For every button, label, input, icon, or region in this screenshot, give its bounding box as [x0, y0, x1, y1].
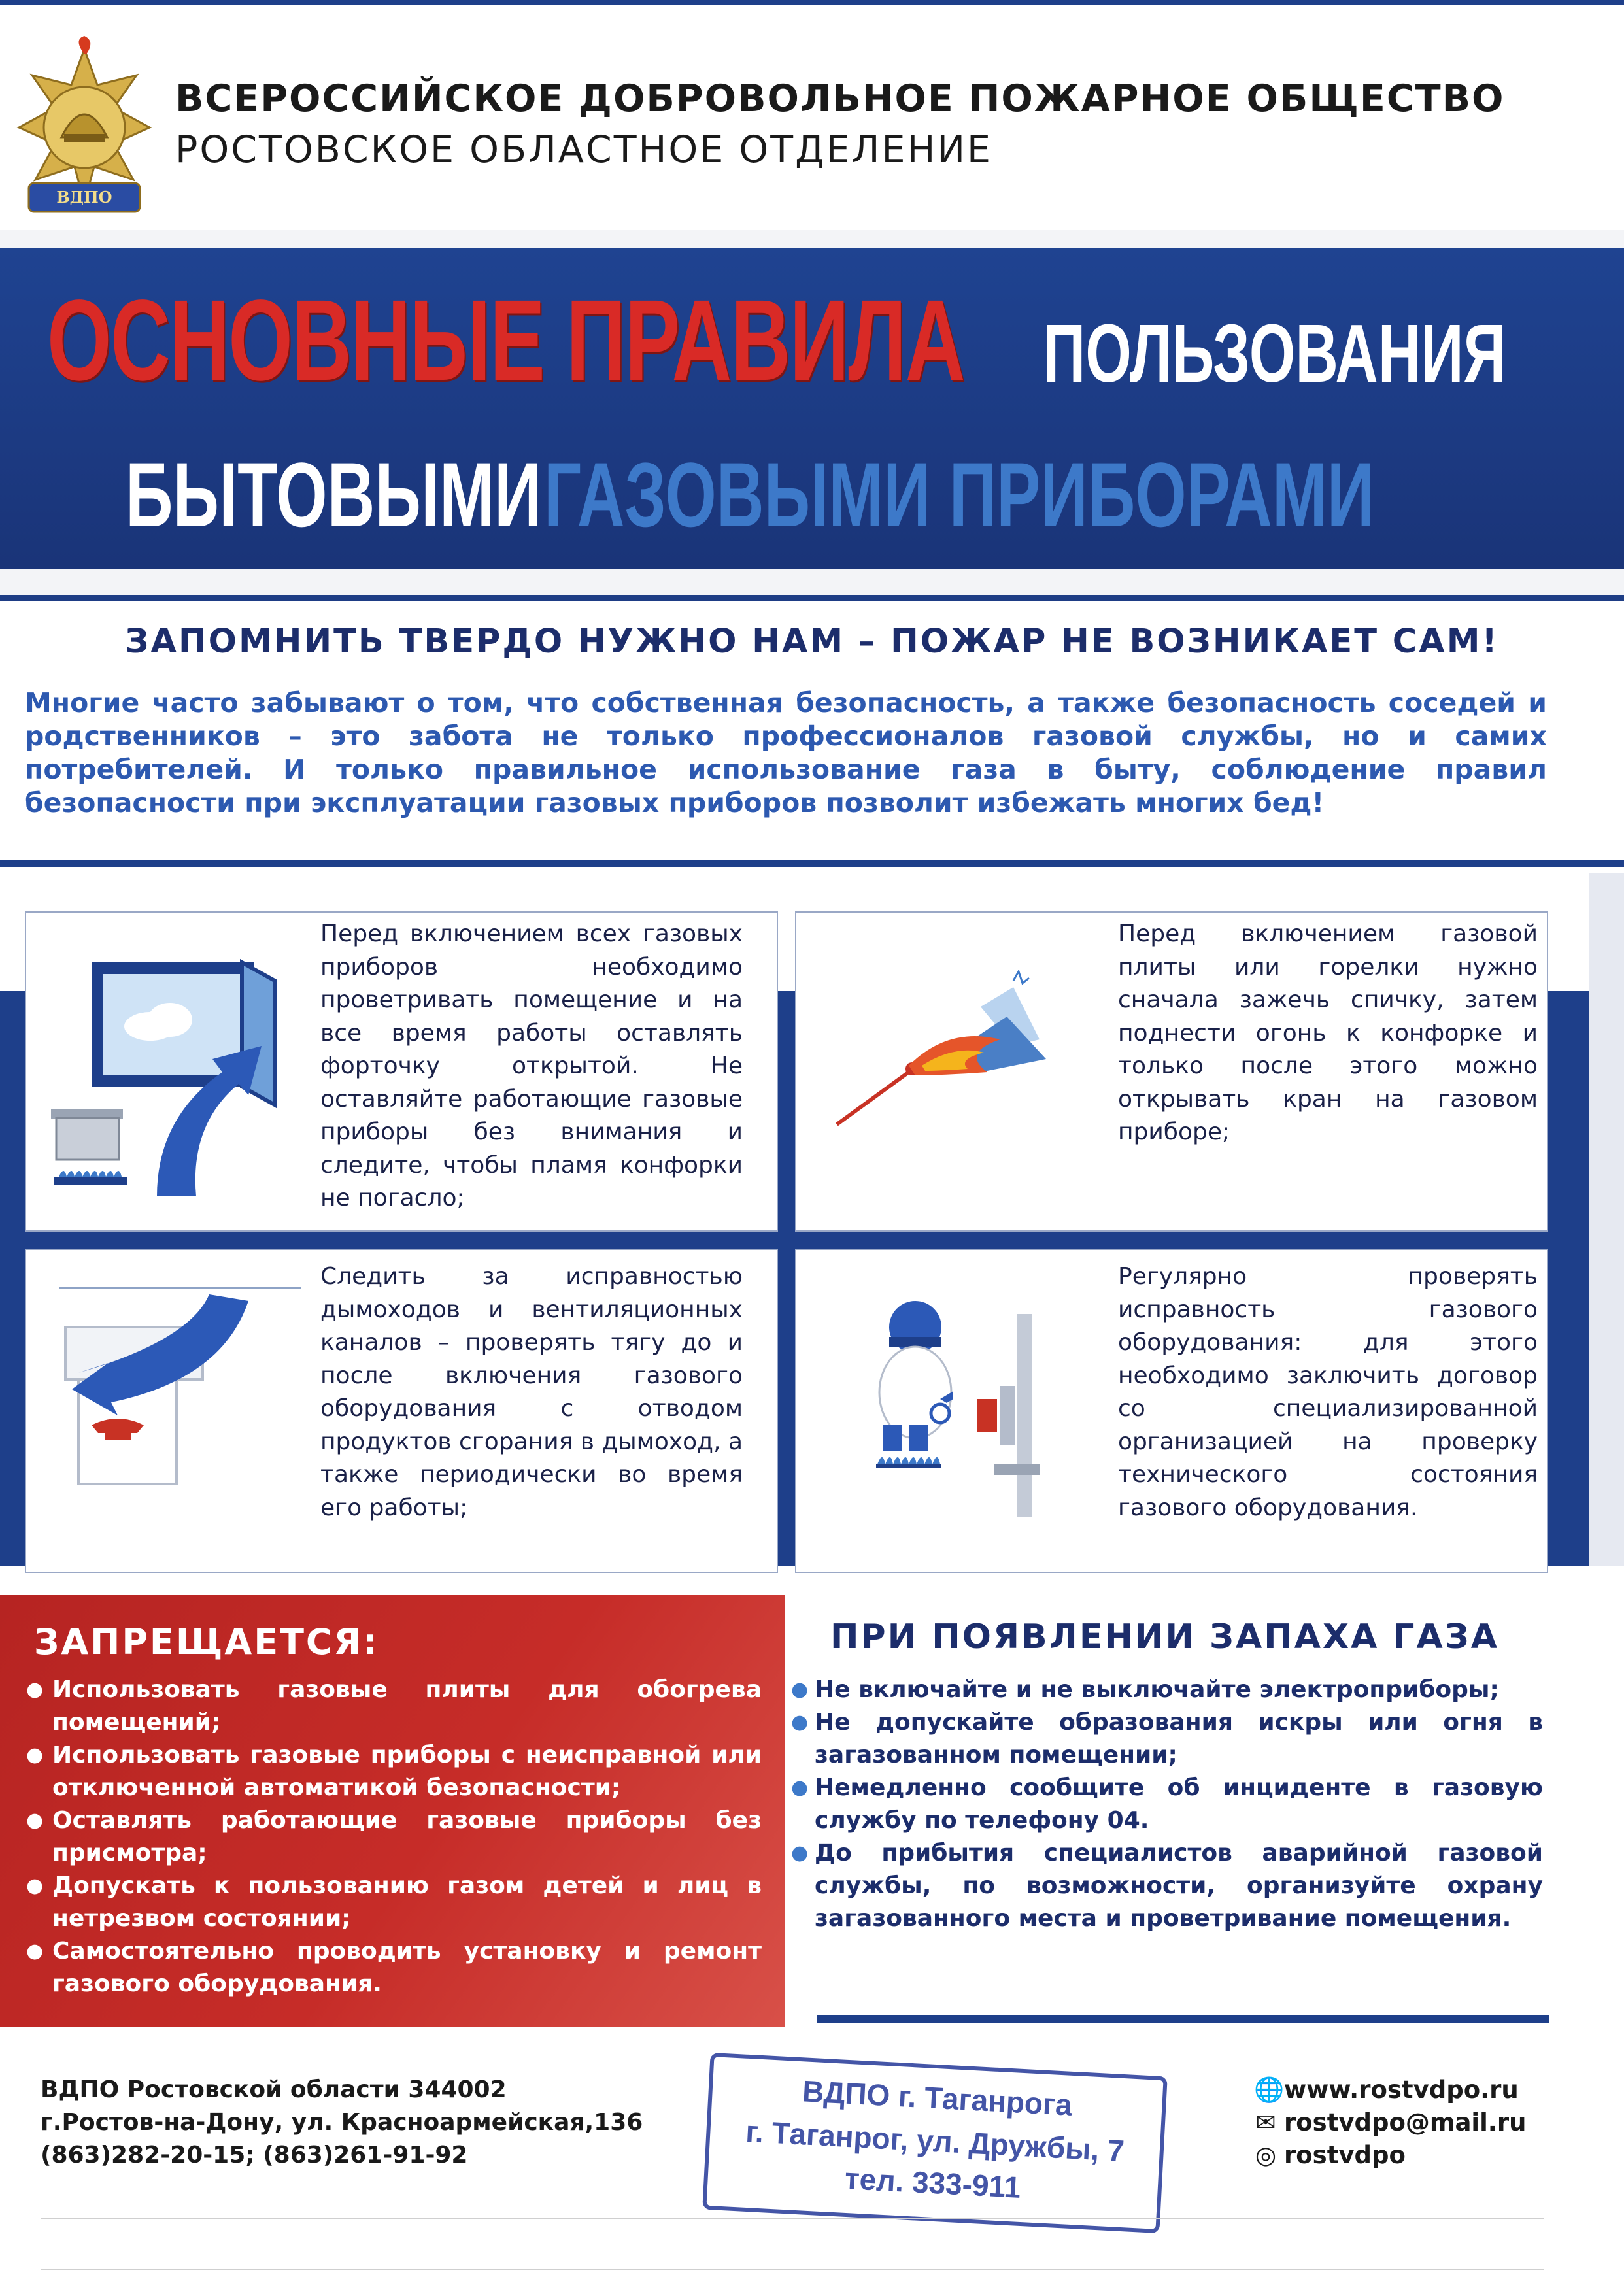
gas-smell-title: ПРИ ПОЯВЛЕНИИ ЗАПАХА ГАЗА: [830, 1617, 1499, 1657]
gas-smell-item: ● Немедленно сообщите об инциденте в газовую службу по телефону 04.: [791, 1772, 1543, 1837]
website-link[interactable]: www.rostvdpo.ru: [1284, 2076, 1519, 2104]
vdpo-emblem: [9, 36, 160, 226]
rule-text-ventilation: Перед включением всех газовых приборов необходимо проветривать помещение и на все время работы оставлять форточку открытой. Не оставляйте работающие газовые приборы без внимания и следите, чтобы пламя конфорки не погасло;: [320, 920, 743, 1211]
footer-contacts: [1254, 2074, 1526, 2172]
top-rule: [0, 0, 1624, 5]
gas-smell-list: [791, 1674, 1543, 1935]
lit-match-icon: [817, 961, 1079, 1144]
website-row[interactable]: [1254, 2074, 1526, 2106]
social-handle[interactable]: rostvdpo: [1284, 2141, 1406, 2169]
address-line-1: ВДПО Ростовской области 344002: [41, 2076, 507, 2103]
title-blue: ГАЗОВЫМИ ПРИБОРАМИ: [544, 443, 1375, 546]
forbidden-title: ЗАПРЕЩАЕТСЯ:: [34, 1621, 379, 1662]
footer-divider: [41, 2218, 1544, 2219]
globe-icon: 🌐: [1254, 2076, 1285, 2104]
forbidden-item: ● Самостоятельно проводить установку и ремонт газового оборудования.: [26, 1935, 762, 2000]
forbidden-list: [26, 1674, 762, 2000]
social-row[interactable]: [1254, 2139, 1526, 2172]
gas-technician-icon: [863, 1301, 1111, 1523]
email-link[interactable]: rostvdpo@mail.ru: [1284, 2108, 1527, 2136]
mail-icon: ✉: [1255, 2108, 1276, 2136]
forbidden-item: ● Допускать к пользованию газом детей и лиц в нетрезвом состоянии;: [26, 1870, 762, 1935]
rule-text-match: Перед включением газовой плиты или горелки нужно сначала зажечь спичку, затем поднести огонь к конфорке и только после этого можно открывать кран на газовом приборе;: [1118, 920, 1538, 1145]
stamp-line-2: г. Таганрог, ул. Дружбы, 7: [745, 2114, 1125, 2168]
rule-text-chimney: Следить за исправностью дымоходов и вентиляционных каналов – проверять тягу до и после включения газового оборудования с отводом продуктов сгорания в дымоход, а также периодически во время его работы;: [320, 1263, 743, 1521]
chimney-draft-icon: [52, 1268, 314, 1517]
instagram-icon: ◎: [1255, 2141, 1277, 2169]
gas-smell-item: ● Не включайте и не выключайте электроприборы;: [791, 1674, 1543, 1706]
address-line-2: г.Ростов-на-Дону, ул. Красноармейская,136: [41, 2109, 643, 2136]
stamp-line-3: тел. 333-911: [844, 2161, 1022, 2204]
ventilation-window-icon: [46, 954, 294, 1203]
forbidden-item: ● Использовать газовые плиты для обогрева помещений;: [26, 1674, 762, 1739]
stamp-line-1: ВДПО г. Таганрога: [801, 2074, 1074, 2122]
rule-text-inspection: Регулярно проверять исправность газового оборудования: для этого необходимо заключить договор со специализированной организацией на проверку технического состояния газового оборудования.: [1118, 1263, 1538, 1521]
branch-name: РОСТОВСКОЕ ОБЛАСТНОЕ ОТДЕЛЕНИЕ: [175, 128, 993, 171]
footer-divider-bottom: [41, 2269, 1544, 2270]
intro-paragraph: Многие часто забывают о том, что собственная безопасность, а также безопасность соседей и родственников – это забота не только профессионалов газовой службы, но и самих потребителей. И только правильное использование газа в быту, соблюдение правил безопасности при эксплуатации газовых приборов позволит избежать многих бед!: [25, 687, 1547, 818]
title-white-2: БЫТОВЫМИ: [126, 443, 542, 546]
title-white-1: ПОЛЬЗОВАНИЯ: [1043, 307, 1506, 399]
gas-smell-item: ● Не допускайте образования искры или огня в загазованном помещении;: [791, 1706, 1543, 1772]
emblem-text: ВДПО: [56, 188, 112, 207]
phone-numbers: (863)282-20-15; (863)261-91-92: [41, 2142, 468, 2168]
forbidden-item: ● Оставлять работающие газовые приборы без присмотра;: [26, 1804, 762, 1870]
gas-smell-item: ● До прибытия специалистов аварийной газовой службы, по возможности, организуйте охрану загазованного места и проветривание помещения.: [791, 1837, 1543, 1935]
title-red: ОСНОВНЫЕ ПРАВИЛА: [47, 277, 964, 405]
slogan: ЗАПОМНИТЬ ТВЕРДО НУЖНО НАМ – ПОЖАР НЕ ВОЗНИКАЕТ САМ!: [125, 622, 1499, 661]
gas-smell-rule: [817, 2015, 1549, 2023]
org-name: ВСЕРОССИЙСКОЕ ДОБРОВОЛЬНОЕ ПОЖАРНОЕ ОБЩЕСТВО: [175, 77, 1505, 120]
forbidden-item: ● Использовать газовые приборы с неисправной или отключенной автоматикой безопасности;: [26, 1739, 762, 1804]
email-row[interactable]: [1254, 2106, 1526, 2139]
organization-stamp: [702, 2053, 1168, 2233]
footer-address: [41, 2074, 643, 2172]
